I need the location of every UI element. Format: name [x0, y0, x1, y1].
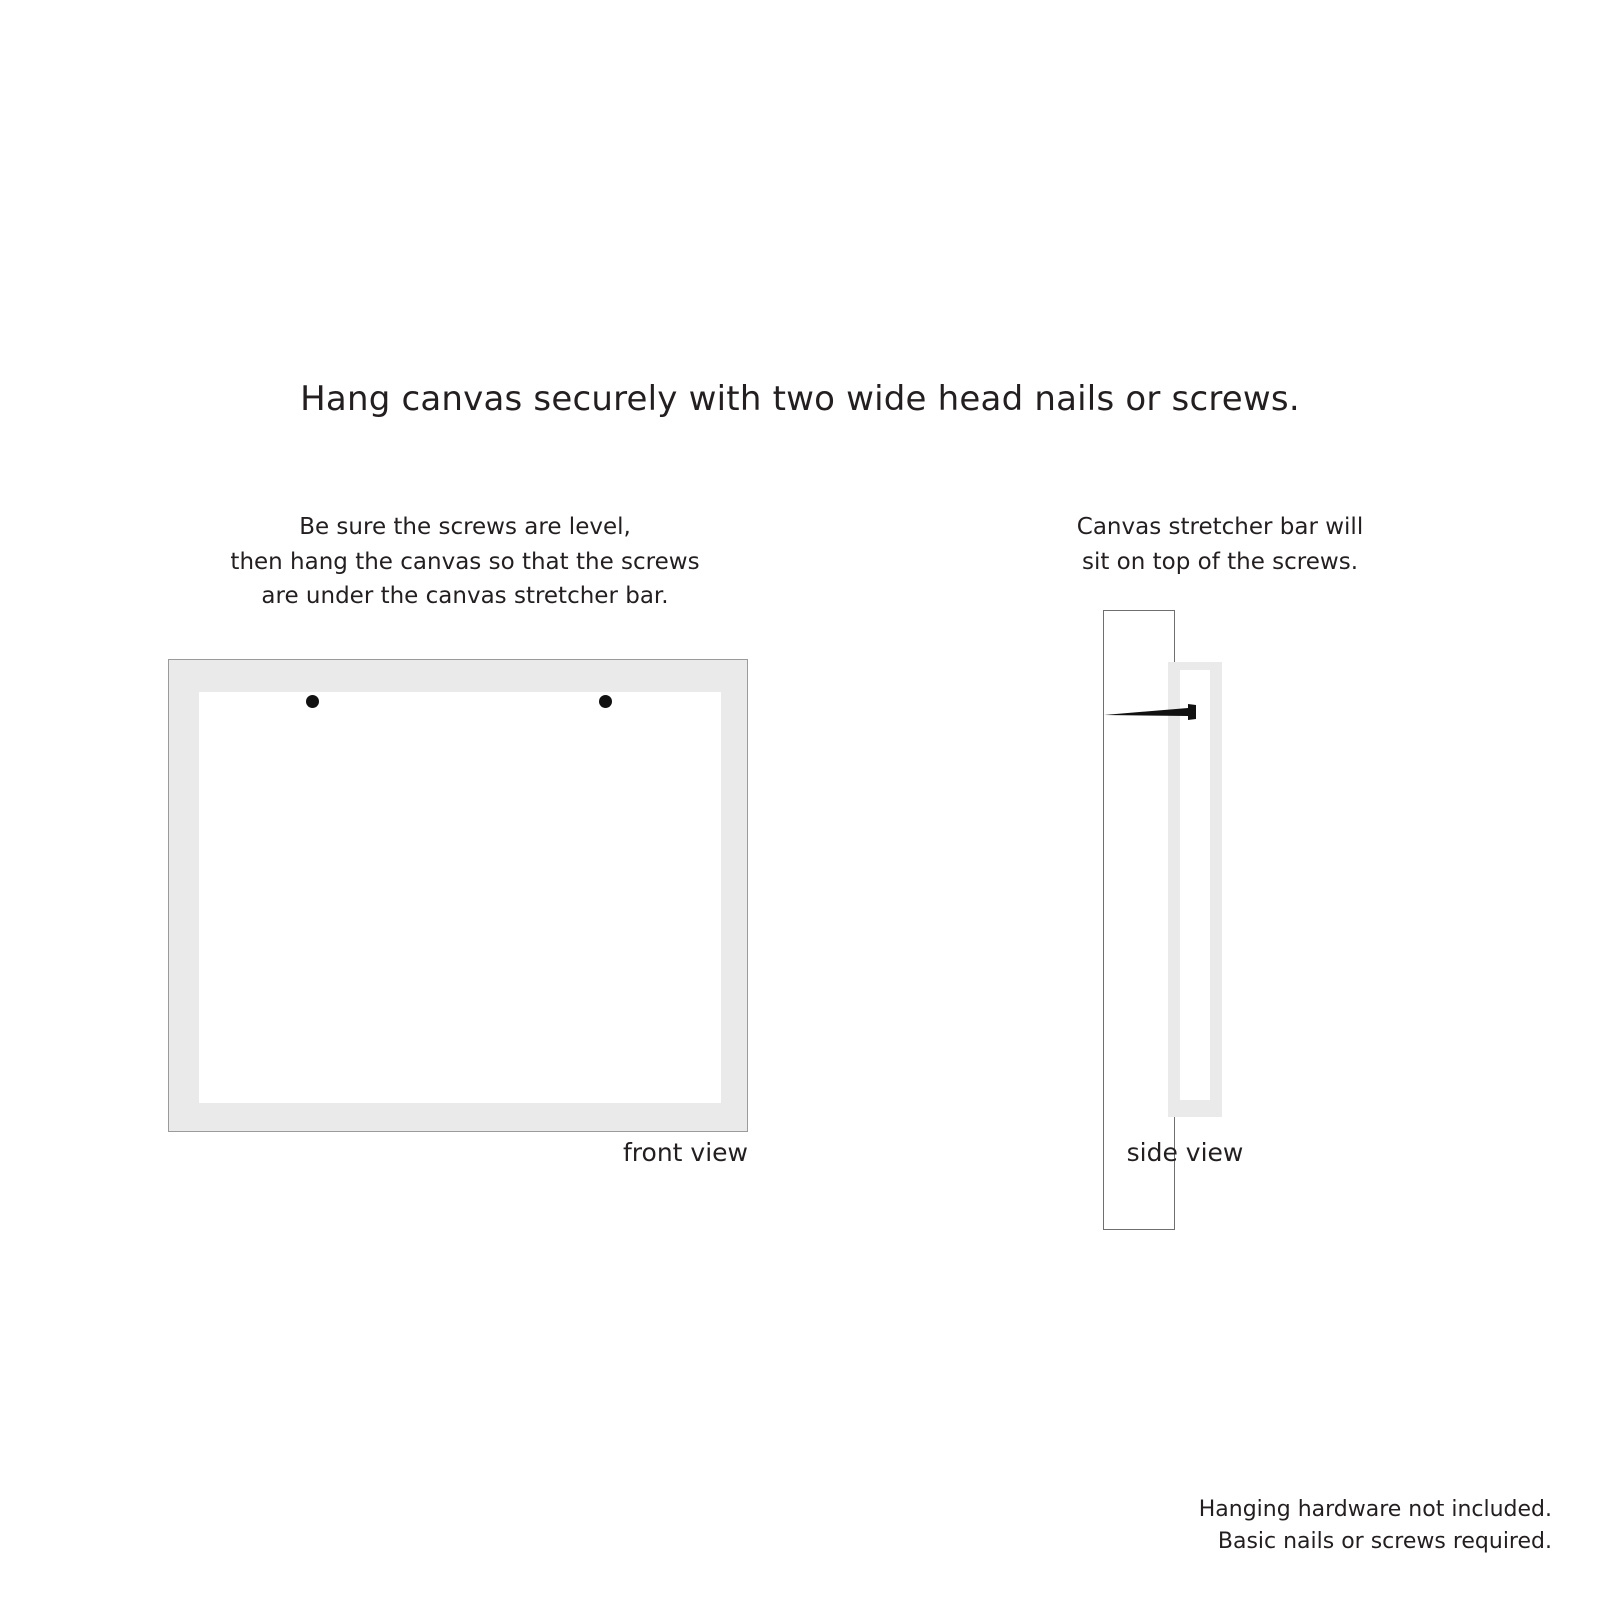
front-view-label: front view: [623, 1138, 748, 1167]
side-view-caption: [900, 510, 1540, 579]
screw-head-left-icon: [306, 695, 319, 708]
wall-plane: [1103, 610, 1175, 1230]
page-title: Hang canvas securely with two wide head nails or screws.: [300, 379, 1300, 419]
footer-note-line-1: Hanging hardware not included.: [1198, 1497, 1552, 1523]
side-view-label: side view: [1126, 1138, 1244, 1167]
footer-note-line-2: Basic nails or screws required.: [1217, 1529, 1552, 1555]
front-view-caption-line-3: are under the canvas stretcher bar.: [261, 583, 669, 609]
side-view-caption-line-2: sit on top of the screws.: [1081, 548, 1359, 575]
front-view-caption-line-2: then hang the canvas so that the screws: [230, 548, 700, 575]
front-view-canvas-face: [199, 692, 721, 1103]
screw-head-right-icon: [599, 695, 612, 708]
front-view-caption: [155, 510, 775, 614]
side-view-caption-line-1: Canvas stretcher bar will: [1076, 514, 1364, 540]
footer-note: [1199, 1494, 1552, 1558]
screw-side-profile-icon: [1104, 704, 1208, 722]
front-view-canvas-illustration: [168, 659, 748, 1132]
front-view-caption-line-1: Be sure the screws are level,: [299, 514, 631, 540]
canvas-edge-inner-face: [1180, 670, 1210, 1100]
